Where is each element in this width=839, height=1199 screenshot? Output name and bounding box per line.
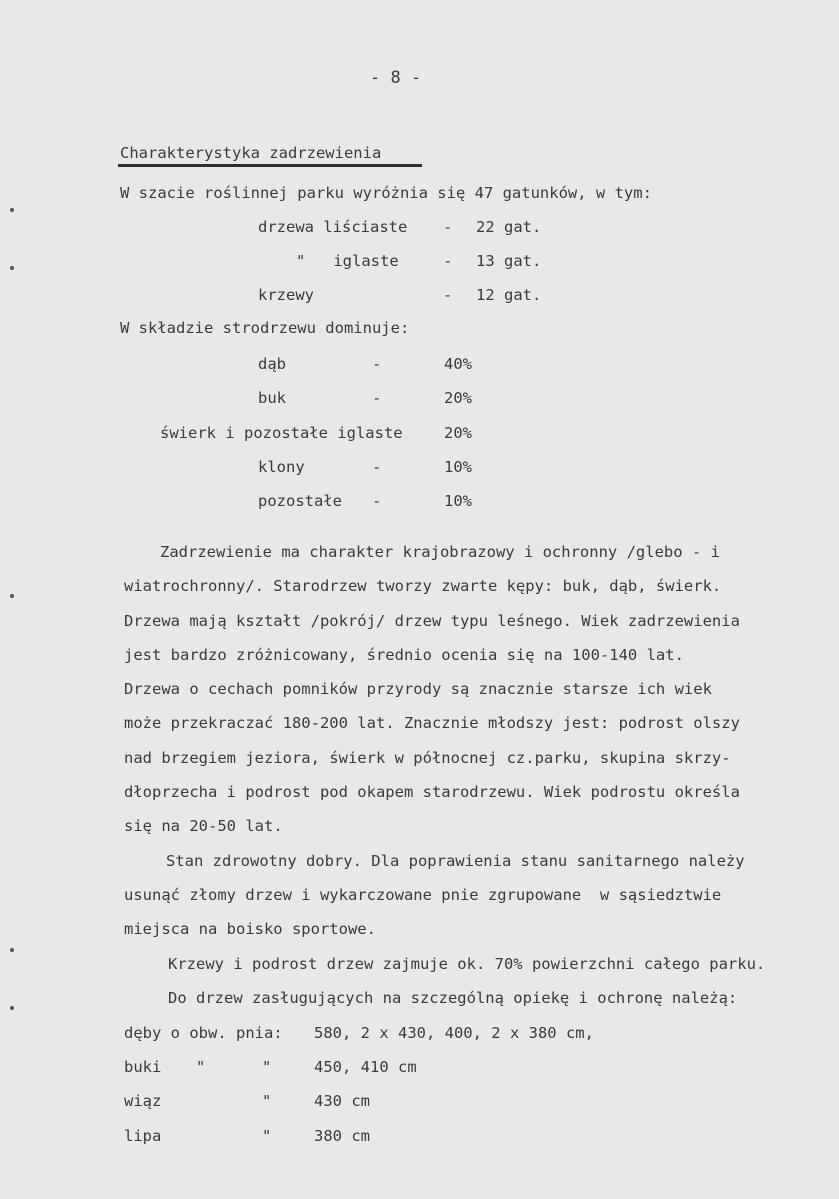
tree-name: dęby o obw. pnia: (124, 1024, 283, 1042)
type-count: 13 gat. (476, 252, 542, 270)
tree-name: buki (124, 1058, 162, 1076)
type-dash: - (443, 218, 453, 236)
composition-share: 10% (444, 492, 472, 510)
tree-values: 450, 410 cm (314, 1058, 417, 1076)
body-line: się na 20-50 lat. (124, 817, 283, 835)
ditto-mark: " (196, 1058, 206, 1076)
type-name: " iglaste (296, 252, 399, 270)
ditto-mark: " (262, 1127, 272, 1145)
composition-share: 20% (444, 424, 472, 442)
composition-intro: W składzie strodrzewu dominuje: (120, 319, 410, 337)
composition-share: 20% (444, 389, 472, 407)
type-count: 12 gat. (476, 286, 542, 304)
composition-name: buk (258, 389, 286, 407)
tree-values: 380 cm (314, 1127, 370, 1145)
body-line: nad brzegiem jeziora, świerk w północnej cz.parku, skupina skrzy- (124, 749, 731, 767)
tree-values: 430 cm (314, 1092, 370, 1110)
section-heading: Charakterystyka zadrzewienia (120, 144, 382, 162)
margin-punch-mark (10, 1006, 14, 1010)
body-line: wiatrochronny/. Starodrzew tworzy zwarte kępy: buk, dąb, świerk. (124, 577, 722, 595)
body-line: Drzewa mają kształt /pokrój/ drzew typu leśnego. Wiek zadrzewienia (124, 612, 740, 630)
tree-name: wiąz (124, 1092, 162, 1110)
margin-punch-mark (10, 266, 14, 270)
tree-name: lipa (124, 1127, 162, 1145)
composition-name: świerk i pozostałe iglaste (160, 424, 403, 442)
type-dash: - (443, 252, 453, 270)
type-name: drzewa liściaste (258, 218, 408, 236)
page-number: - 8 - (370, 68, 422, 88)
composition-dash: - (372, 355, 382, 373)
type-count: 22 gat. (476, 218, 542, 236)
type-name: krzewy (258, 286, 314, 304)
composition-name: dąb (258, 355, 286, 373)
composition-dash: - (372, 492, 382, 510)
body-line: Krzewy i podrost drzew zajmuje ok. 70% powierzchni całego parku. (168, 955, 766, 973)
type-dash: - (443, 286, 453, 304)
tree-values: 580, 2 x 430, 400, 2 x 380 cm, (314, 1024, 594, 1042)
body-line: miejsca na boisko sportowe. (124, 920, 376, 938)
body-line: Stan zdrowotny dobry. Dla poprawienia stanu sanitarnego należy (166, 852, 745, 870)
margin-punch-mark (10, 948, 14, 952)
body-line: Zadrzewienie ma charakter krajobrazowy i ochronny /glebo - i (160, 543, 720, 561)
composition-share: 10% (444, 458, 472, 476)
body-line: Do drzew zasługujących na szczególną opiekę i ochronę należą: (168, 989, 738, 1007)
composition-dash: - (372, 458, 382, 476)
body-line: Drzewa o cechach pomników przyrody są znacznie starsze ich wiek (124, 680, 712, 698)
heading-underline (118, 164, 422, 167)
composition-name: klony (258, 458, 305, 476)
composition-share: 40% (444, 355, 472, 373)
margin-punch-mark (10, 594, 14, 598)
ditto-mark: " (262, 1058, 272, 1076)
body-line: usunąć złomy drzew i wykarczowane pnie zgrupowane w sąsiedztwie (124, 886, 722, 904)
margin-punch-mark (10, 208, 14, 212)
body-line: dłoprzecha i podrost pod okapem starodrzewu. Wiek podrostu określa (124, 783, 740, 801)
ditto-mark: " (262, 1092, 272, 1110)
composition-name: pozostałe (258, 492, 342, 510)
body-line: jest bardzo zróżnicowany, średnio ocenia się na 100-140 lat. (124, 646, 684, 664)
intro-line: W szacie roślinnej parku wyróżnia się 47 gatunków, w tym: (120, 184, 652, 202)
body-line: może przekraczać 180-200 lat. Znacznie młodszy jest: podrost olszy (124, 714, 740, 732)
composition-dash: - (372, 389, 382, 407)
